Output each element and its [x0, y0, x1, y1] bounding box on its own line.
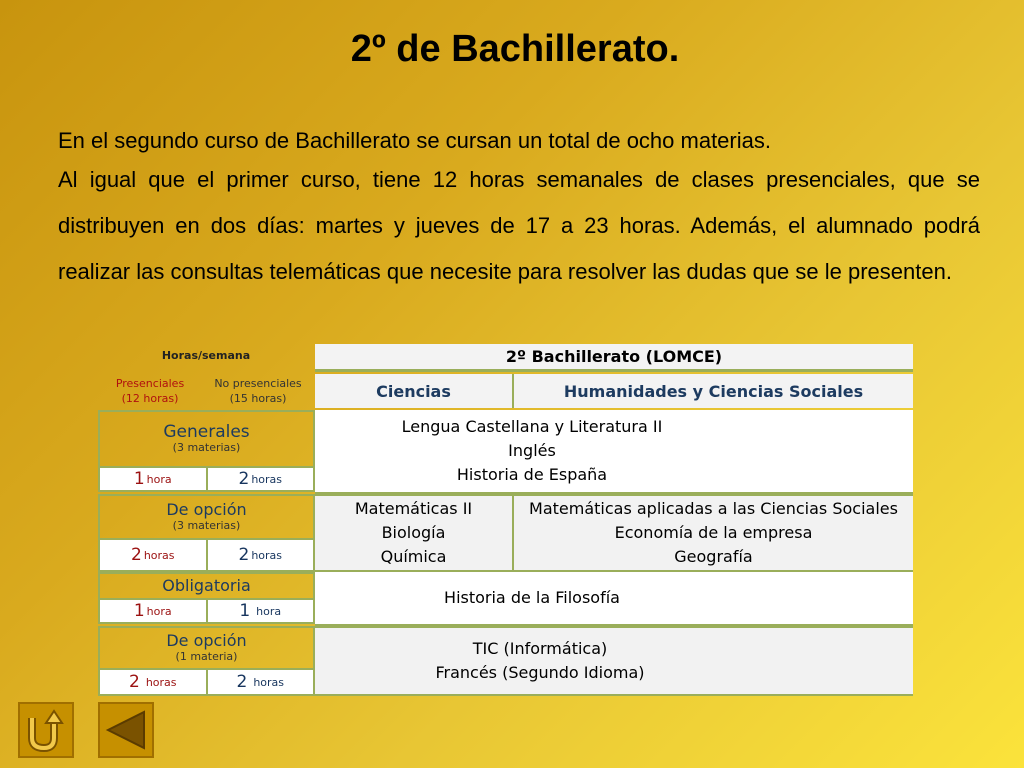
group-obligatoria: [98, 572, 315, 600]
no-presenciales-hours-cell: 2 horas: [206, 540, 314, 570]
subject: Francés (Segundo Idioma): [435, 663, 645, 682]
course-header: 2º Bachillerato (LOMCE): [315, 344, 913, 372]
presenciales-hours: (12 horas): [121, 392, 179, 405]
subject: Química: [380, 547, 447, 566]
group-generales: [98, 410, 315, 468]
subject: Matemáticas aplicadas a las Ciencias Sociales: [529, 499, 898, 518]
presenciales-hours-cell: 2 horas: [130, 545, 175, 565]
generales-subjects: [315, 410, 913, 494]
no-presenciales-hours-cell: 1 hora: [206, 600, 314, 622]
subject: Historia de la Filosofía: [444, 588, 620, 607]
group-opcion-1: [98, 626, 315, 670]
group-name: Obligatoria: [162, 576, 251, 595]
presenciales-hours-cell: 2 horas: [128, 672, 177, 692]
hours-row-generales: [98, 466, 315, 492]
no-presenciales-hours-cell: 2 horas: [206, 670, 314, 694]
presenciales-hours-cell: 1 hora: [133, 469, 172, 489]
page-title: 2º de Bachillerato.: [350, 28, 680, 70]
u-turn-arrow-icon: [20, 704, 72, 756]
group-count: (1 materia): [175, 650, 238, 663]
opcion-3-subjects: [315, 494, 913, 572]
ciencias-column-header: Ciencias: [315, 374, 514, 408]
presenciales-hours-cell: 1 hora: [133, 601, 172, 621]
subject: Biología: [381, 523, 446, 542]
subject: Matemáticas II: [354, 499, 473, 518]
obligatoria-subjects: [315, 572, 913, 626]
ciencias-subjects: [315, 496, 514, 570]
subject: Inglés: [508, 441, 556, 460]
group-count: (3 materias): [172, 441, 241, 454]
no-presenciales-label: No presenciales: [214, 377, 302, 390]
intro-paragraph-2: Al igual que el primer curso, tiene 12 horas semanales de clases presenciales, que se distribuyen en dos días: martes y jueves de 17 a 23 horas. Además, el alumnado podrá realizar las consultas telemáticas que necesite para resolver las dudas que se le presenten.: [58, 167, 980, 284]
subject: Lengua Castellana y Literatura II: [401, 417, 663, 436]
hours-per-week-header: Horas/semana: [161, 348, 251, 362]
hours-row-opcion-1: [98, 668, 315, 696]
no-presenciales-hours: (15 horas): [229, 392, 287, 405]
subject: TIC (Informática): [472, 639, 608, 658]
back-button[interactable]: [18, 702, 74, 758]
group-name: De opción: [166, 631, 247, 650]
group-name: De opción: [166, 500, 247, 519]
humanidades-column-header: Humanidades y Ciencias Sociales: [514, 374, 913, 408]
triangle-left-icon: [100, 704, 152, 756]
intro-paragraph-1: En el segundo curso de Bachillerato se cursan un total de ocho materias.: [58, 128, 771, 153]
opcion-1-subjects: [315, 626, 913, 696]
previous-slide-button[interactable]: [98, 702, 154, 758]
group-opcion-3: [98, 494, 315, 540]
hours-row-opcion-3: [98, 538, 315, 572]
presenciales-label: Presenciales: [115, 377, 185, 390]
subject: Geografía: [674, 547, 753, 566]
subject: Economía de la empresa: [614, 523, 813, 542]
hours-row-obligatoria: [98, 598, 315, 624]
intro-text: [58, 118, 980, 295]
no-presenciales-header: [202, 372, 314, 410]
humanidades-subjects: [514, 496, 913, 570]
presenciales-header: [98, 372, 202, 410]
subject: Historia de España: [456, 465, 608, 484]
group-count: (3 materias): [172, 519, 241, 532]
no-presenciales-hours-cell: 2 horas: [206, 468, 314, 490]
group-name: Generales: [163, 422, 250, 442]
